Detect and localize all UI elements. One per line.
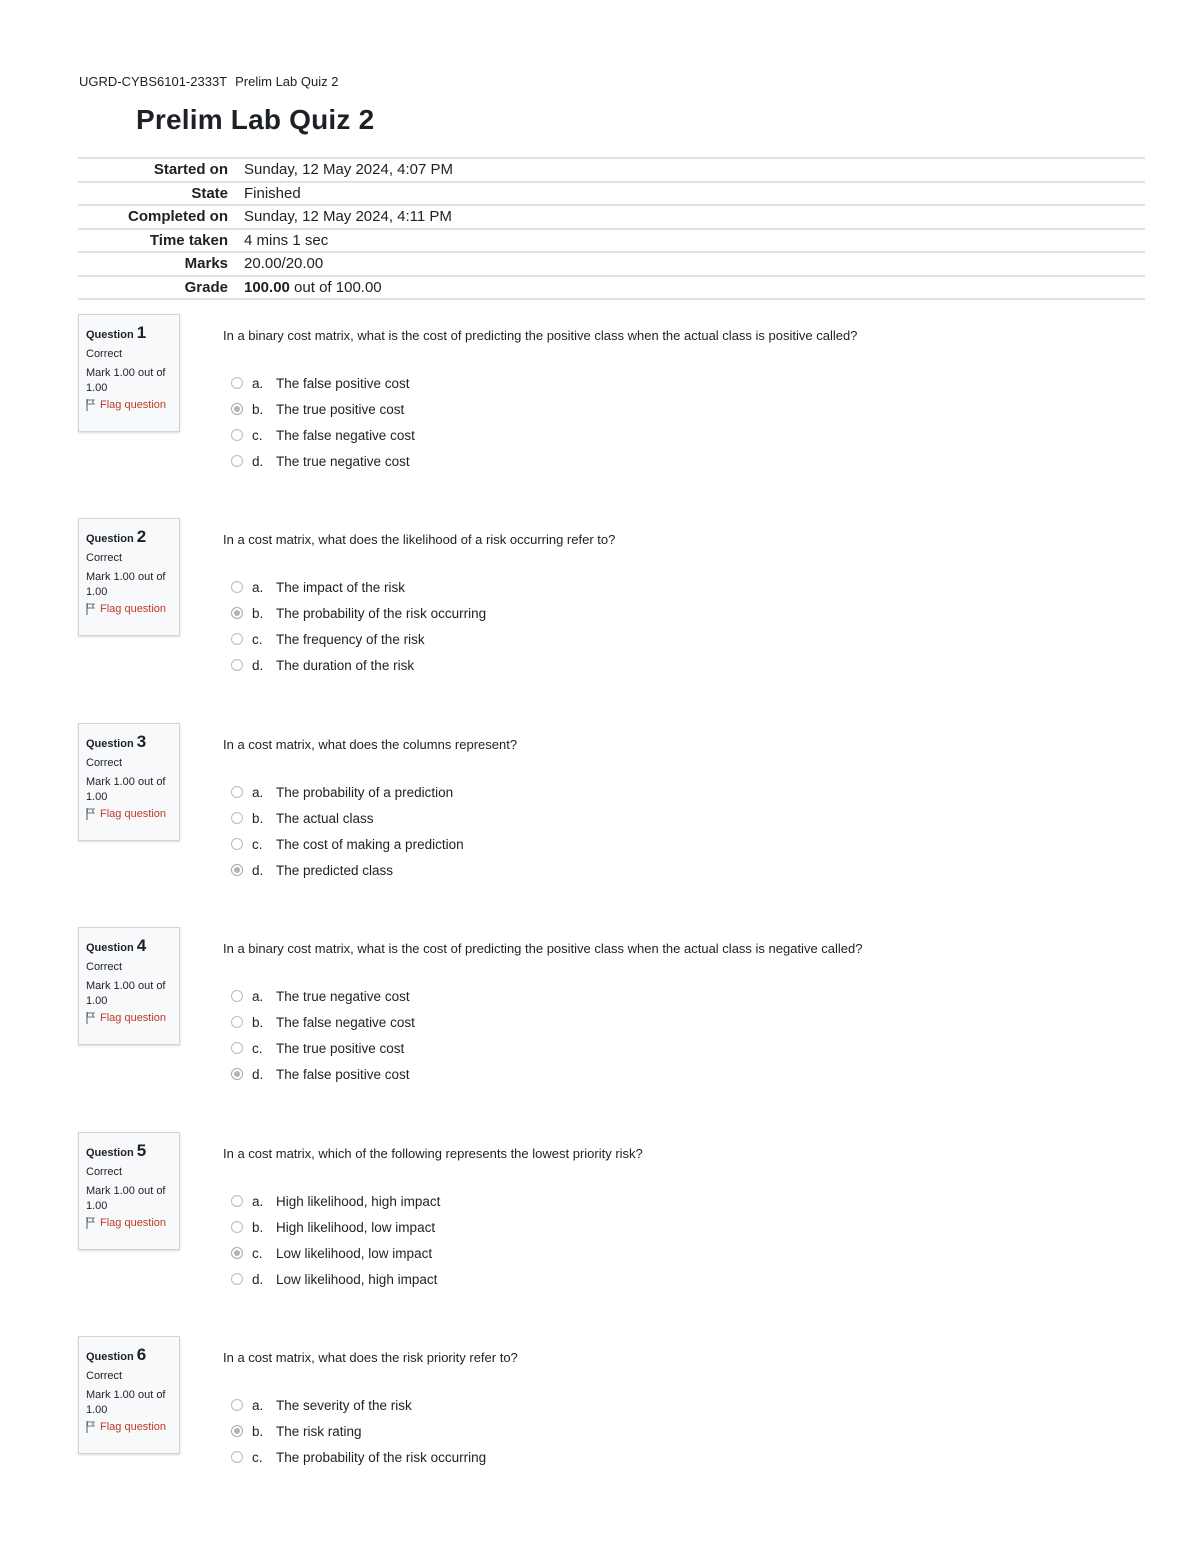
radio-unchecked-icon[interactable] [231, 429, 243, 441]
summary-value: Sunday, 12 May 2024, 4:07 PM [244, 161, 454, 179]
question-grade: Mark 1.00 out of 1.00 [86, 571, 166, 598]
page-title: Prelim Lab Quiz 2 [136, 104, 375, 135]
answer-list [231, 1188, 440, 1292]
answer-option[interactable] [231, 1188, 440, 1214]
radio-checked-icon[interactable] [231, 403, 243, 415]
radio-unchecked-icon[interactable] [231, 377, 243, 389]
summary-value [244, 276, 1145, 300]
question-info [78, 927, 180, 1045]
answer-text: The true positive cost [276, 401, 405, 417]
answer-letter: b. [252, 1014, 264, 1030]
answer-text: The false negative cost [276, 1014, 415, 1030]
question-label: Question [86, 533, 134, 545]
flag-question-button[interactable] [86, 1012, 172, 1024]
summary-row-time [78, 229, 1145, 253]
flag-icon [86, 603, 96, 615]
summary-row-state [78, 182, 1145, 206]
question-text: In a cost matrix, what does the columns represent? [223, 737, 518, 752]
answer-letter: c. [252, 1040, 263, 1056]
answer-list [231, 1392, 486, 1470]
answer-option[interactable] [231, 1061, 415, 1087]
answer-text: The duration of the risk [276, 657, 415, 673]
question-number [86, 732, 172, 752]
question-num: 3 [136, 732, 147, 751]
answer-option[interactable] [231, 1266, 440, 1292]
answer-option[interactable] [231, 1418, 486, 1444]
question-num: 5 [136, 1141, 147, 1160]
answer-letter: a. [252, 1193, 264, 1209]
radio-unchecked-icon[interactable] [231, 1016, 243, 1028]
answer-option[interactable] [231, 1392, 486, 1418]
answer-option[interactable] [231, 1035, 415, 1061]
radio-checked-icon[interactable] [231, 1247, 243, 1259]
summary-row-grade [78, 276, 1145, 300]
radio-unchecked-icon[interactable] [231, 1042, 243, 1054]
grade-value: 100.00 [244, 278, 290, 296]
summary-row-marks [78, 252, 1145, 276]
answer-option[interactable] [231, 626, 486, 652]
answer-letter: c. [252, 1449, 263, 1465]
question-num: 4 [136, 936, 147, 955]
flag-icon [86, 808, 96, 820]
question-info [78, 1132, 180, 1250]
flag-label: Flag question [100, 1217, 167, 1229]
answer-text: The probability of the risk occurring [276, 1449, 487, 1465]
answer-option[interactable] [231, 652, 486, 678]
answer-text: Low likelihood, high impact [276, 1271, 438, 1287]
question-number [86, 936, 172, 956]
question-state: Correct [86, 1166, 123, 1178]
summary-label: Grade [184, 278, 228, 296]
question-state: Correct [86, 757, 123, 769]
answer-text: The true positive cost [276, 1040, 405, 1056]
question-info [78, 723, 180, 841]
answer-text: The severity of the risk [276, 1397, 412, 1413]
answer-letter: a. [252, 784, 264, 800]
answer-letter: d. [252, 1271, 264, 1287]
answer-letter: a. [252, 1397, 264, 1413]
question-grade: Mark 1.00 out of 1.00 [86, 367, 166, 394]
breadcrumb-course[interactable]: UGRD-CYBS6101-2333T [79, 74, 228, 89]
summary-label: Time taken [149, 231, 228, 249]
answer-option[interactable] [231, 1009, 415, 1035]
answer-letter: b. [252, 605, 264, 621]
answer-list [231, 370, 415, 474]
answer-text: The true negative cost [276, 453, 410, 469]
answer-option[interactable] [231, 600, 486, 626]
summary-label: Completed on [128, 208, 228, 226]
flag-question-button[interactable] [86, 1217, 172, 1229]
radio-unchecked-icon[interactable] [231, 786, 243, 798]
answer-text: Low likelihood, low impact [276, 1245, 433, 1261]
answer-text: The cost of making a prediction [276, 836, 464, 852]
answer-list [231, 574, 486, 678]
summary-value: Finished [244, 184, 301, 202]
breadcrumb-page[interactable]: Prelim Lab Quiz 2 [235, 74, 339, 89]
radio-checked-icon[interactable] [231, 864, 243, 876]
question-num: 1 [136, 323, 147, 342]
flag-label: Flag question [100, 399, 167, 411]
flag-question-button[interactable] [86, 1421, 172, 1433]
question-text: In a binary cost matrix, what is the cost of predicting the positive class when the actual class is negative called? [223, 941, 863, 956]
answer-letter: a. [252, 988, 264, 1004]
radio-unchecked-icon[interactable] [231, 1221, 243, 1233]
summary-value: 20.00/20.00 [244, 255, 324, 273]
flag-label: Flag question [100, 603, 167, 615]
answer-text: High likelihood, low impact [276, 1219, 436, 1235]
summary-label: Started on [153, 161, 228, 179]
radio-unchecked-icon[interactable] [231, 1399, 243, 1411]
radio-unchecked-icon[interactable] [231, 581, 243, 593]
radio-checked-icon[interactable] [231, 1425, 243, 1437]
answer-option[interactable] [231, 422, 415, 448]
question-grade: Mark 1.00 out of 1.00 [86, 776, 166, 803]
answer-letter: c. [252, 836, 263, 852]
answer-letter: a. [252, 375, 264, 391]
summary-label: Marks [184, 255, 228, 273]
question-info [78, 314, 180, 432]
question-label: Question [86, 1351, 134, 1363]
answer-option[interactable] [231, 857, 464, 883]
answer-letter: c. [252, 427, 263, 443]
question-label: Question [86, 1147, 134, 1159]
answer-text: The actual class [276, 810, 374, 826]
flag-question-button[interactable] [86, 399, 172, 411]
answer-letter: d. [252, 862, 264, 878]
answer-letter: b. [252, 1219, 264, 1235]
answer-text: The frequency of the risk [276, 631, 425, 647]
flag-label: Flag question [100, 1012, 167, 1024]
answer-letter: d. [252, 657, 264, 673]
attempt-summary [78, 157, 1145, 300]
question-grade: Mark 1.00 out of 1.00 [86, 1185, 166, 1212]
question-number [86, 527, 172, 547]
question-state: Correct [86, 1370, 123, 1382]
radio-unchecked-icon[interactable] [231, 659, 243, 671]
radio-unchecked-icon[interactable] [231, 633, 243, 645]
question-text: In a binary cost matrix, what is the cost of predicting the positive class when the actual class is positive called? [223, 328, 858, 343]
question-state: Correct [86, 961, 123, 973]
answer-text: The predicted class [276, 862, 394, 878]
question-state: Correct [86, 552, 123, 564]
answer-letter: a. [252, 579, 264, 595]
answer-letter: d. [252, 453, 264, 469]
question-info [78, 1336, 180, 1454]
answer-option[interactable] [231, 805, 464, 831]
answer-option[interactable] [231, 448, 415, 474]
answer-option[interactable] [231, 983, 415, 1009]
question-number [86, 1345, 172, 1365]
flag-icon [86, 399, 96, 411]
answer-text: The false negative cost [276, 427, 415, 443]
answer-letter: b. [252, 401, 264, 417]
answer-option[interactable] [231, 1444, 486, 1470]
flag-question-button[interactable] [86, 808, 172, 820]
answer-option[interactable] [231, 396, 415, 422]
answer-option[interactable] [231, 370, 415, 396]
question-number [86, 1141, 172, 1161]
question-state: Correct [86, 348, 123, 360]
grade-suffix: out of 100.00 [289, 278, 382, 296]
question-number [86, 323, 172, 343]
answer-option[interactable] [231, 779, 464, 805]
breadcrumb [79, 74, 338, 89]
flag-icon [86, 1421, 96, 1433]
summary-row-started [78, 158, 1145, 182]
answer-letter: c. [252, 631, 263, 647]
answer-option[interactable] [231, 574, 486, 600]
question-num: 2 [136, 527, 147, 546]
question-text: In a cost matrix, what does the likelihood of a risk occurring refer to? [223, 532, 616, 547]
question-text: In a cost matrix, what does the risk priority refer to? [223, 1350, 518, 1365]
flag-label: Flag question [100, 808, 167, 820]
answer-option[interactable] [231, 1214, 440, 1240]
answer-text: The true negative cost [276, 988, 410, 1004]
flag-icon [86, 1012, 96, 1024]
radio-unchecked-icon[interactable] [231, 812, 243, 824]
answer-text: The probability of a prediction [276, 784, 454, 800]
answer-letter: b. [252, 810, 264, 826]
flag-question-button[interactable] [86, 603, 172, 615]
answer-option[interactable] [231, 831, 464, 857]
summary-label: State [191, 184, 228, 202]
radio-checked-icon[interactable] [231, 607, 243, 619]
question-info [78, 518, 180, 636]
question-label: Question [86, 738, 134, 750]
answer-text: The probability of the risk occurring [276, 605, 487, 621]
answer-text: The risk rating [276, 1423, 362, 1439]
answer-text: The false positive cost [276, 375, 410, 391]
summary-value: 4 mins 1 sec [244, 231, 329, 249]
summary-value: Sunday, 12 May 2024, 4:11 PM [244, 208, 452, 226]
question-label: Question [86, 329, 134, 341]
radio-unchecked-icon[interactable] [231, 455, 243, 467]
radio-unchecked-icon[interactable] [231, 838, 243, 850]
radio-unchecked-icon[interactable] [231, 1273, 243, 1285]
flag-icon [86, 1217, 96, 1229]
answer-letter: d. [252, 1066, 264, 1082]
radio-unchecked-icon[interactable] [231, 1451, 243, 1463]
answer-option[interactable] [231, 1240, 440, 1266]
radio-checked-icon[interactable] [231, 1068, 243, 1080]
answer-text: High likelihood, high impact [276, 1193, 441, 1209]
question-grade: Mark 1.00 out of 1.00 [86, 1389, 166, 1416]
answer-letter: b. [252, 1423, 264, 1439]
summary-row-completed [78, 205, 1145, 229]
question-grade: Mark 1.00 out of 1.00 [86, 980, 166, 1007]
flag-label: Flag question [100, 1421, 167, 1433]
answer-list [231, 983, 415, 1087]
answer-letter: c. [252, 1245, 263, 1261]
question-num: 6 [136, 1345, 147, 1364]
question-label: Question [86, 942, 134, 954]
radio-unchecked-icon[interactable] [231, 990, 243, 1002]
radio-unchecked-icon[interactable] [231, 1195, 243, 1207]
answer-list [231, 779, 464, 883]
answer-text: The impact of the risk [276, 579, 406, 595]
question-text: In a cost matrix, which of the following represents the lowest priority risk? [223, 1146, 643, 1161]
answer-text: The false positive cost [276, 1066, 410, 1082]
